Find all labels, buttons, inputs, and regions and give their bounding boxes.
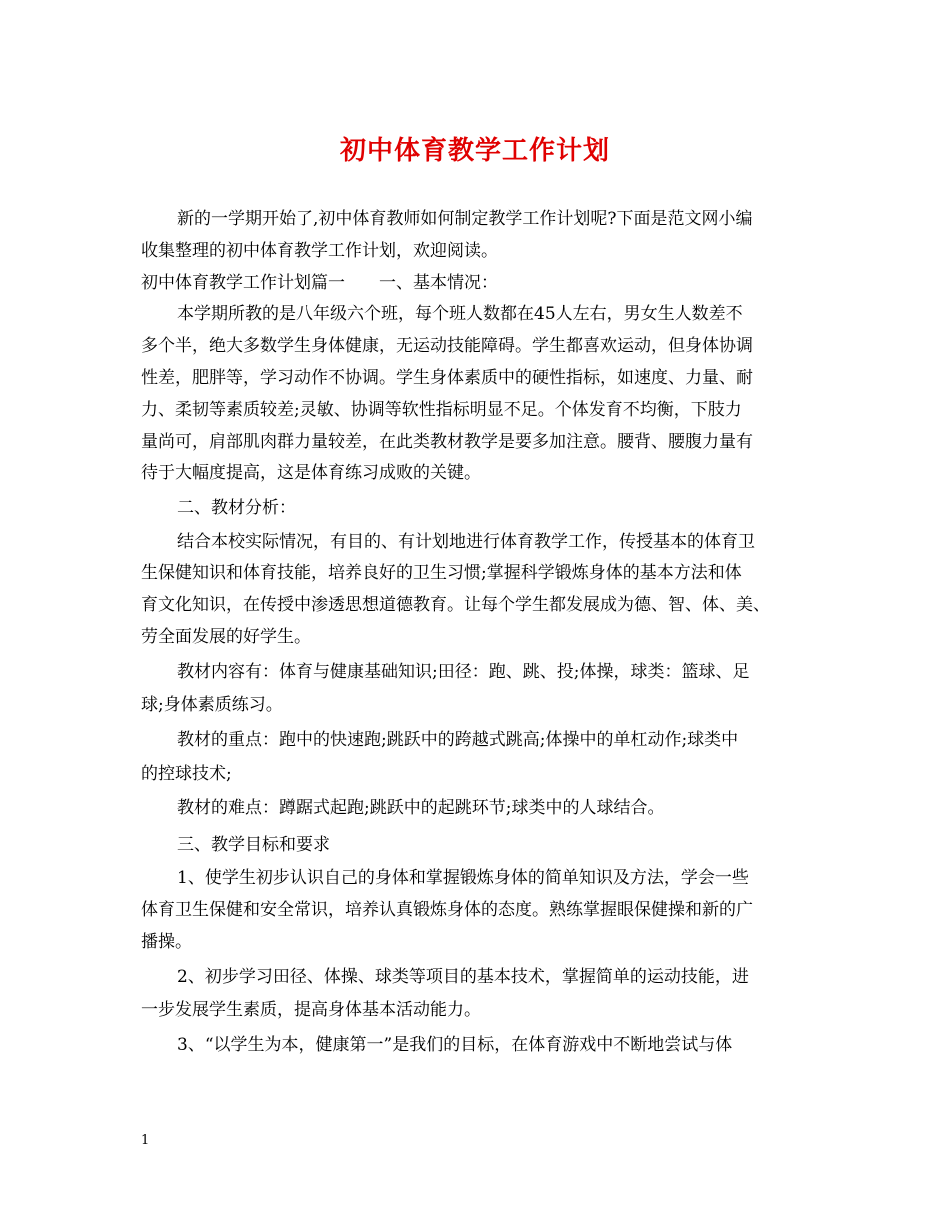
text-line: 收集整理的初中体育教学工作计划，欢迎阅读。 bbox=[141, 240, 498, 261]
page-number: 1 bbox=[141, 1133, 150, 1148]
text-line: 力、柔韧等素质较差;灵敏、协调等软性指标明显不足。个体发育不均衡，下肢力 bbox=[141, 399, 742, 420]
text-line: 2、初步学习田径、体操、球类等项目的基本技术，掌握简单的运动技能，进 bbox=[177, 966, 749, 987]
text-line: 结合本校实际情况，有目的、有计划地进行体育教学工作，传授基本的体育卫 bbox=[177, 531, 755, 552]
text-line: 生保健知识和体育技能，培养良好的卫生习惯;掌握科学锻炼身体的基本方法和体 bbox=[141, 563, 742, 584]
text-line: 球;身体素质练习。 bbox=[141, 695, 283, 716]
text-line: 二、教材分析： bbox=[177, 498, 296, 519]
text-line: 体育卫生保健和安全常识，培养认真锻炼身体的态度。熟练掌握眼保健操和新的广 bbox=[141, 900, 753, 921]
text-line: 一步发展学生素质，提高身体基本活动能力。 bbox=[141, 1000, 481, 1021]
text-line: 待于大幅度提高，这是体育练习成败的关键。 bbox=[141, 463, 481, 484]
text-line: 本学期所教的是八年级六个班，每个班人数都在45人左右，男女生人数差不 bbox=[177, 304, 743, 325]
text-line: 播操。 bbox=[141, 932, 192, 953]
text-line: 劳全面发展的好学生。 bbox=[141, 627, 311, 648]
text-line: 育文化知识，在传授中渗透思想道德教育。让每个学生都发展成为德、智、体、美、 bbox=[141, 595, 770, 616]
text-line: 1、使学生初步认识自己的身体和掌握锻炼身体的简单知识及方法，学会一些 bbox=[177, 868, 749, 889]
text-line: 初中体育教学工作计划篇一 一、基本情况： bbox=[141, 272, 498, 293]
text-line: 新的一学期开始了,初中体育教师如何制定教学工作计划呢?下面是范文网小编 bbox=[177, 209, 753, 229]
document-body bbox=[141, 204, 827, 1064]
text-line: 教材的难点：蹲踞式起跑;跳跃中的起跳环节;球类中的人球结合。 bbox=[177, 798, 665, 819]
text-line: 三、教学目标和要求 bbox=[177, 834, 330, 855]
text-line: 教材内容有：体育与健康基础知识;田径：跑、跳、投;体操，球类：篮球、足 bbox=[177, 661, 750, 682]
text-line: 3、“以学生为本，健康第一”是我们的目标，在体育游戏中不断地尝试与体 bbox=[177, 1035, 733, 1056]
text-line: 性差，肥胖等，学习动作不协调。学生身体素质中的硬性指标，如速度、力量、耐 bbox=[141, 367, 753, 388]
text-line: 教材的重点：跑中的快速跑;跳跃中的跨越式跳高;体操中的单杠动作;球类中 bbox=[177, 730, 739, 751]
text-line: 量尚可，肩部肌肉群力量较差，在此类教材教学是要多加注意。腰背、腰腹力量有 bbox=[141, 431, 753, 452]
document-title: 初中体育教学工作计划 bbox=[339, 136, 610, 166]
text-line: 多个半，绝大多数学生身体健康，无运动技能障碍。学生都喜欢运动，但身体协调 bbox=[141, 336, 753, 357]
text-line: 的控球技术; bbox=[141, 763, 232, 784]
